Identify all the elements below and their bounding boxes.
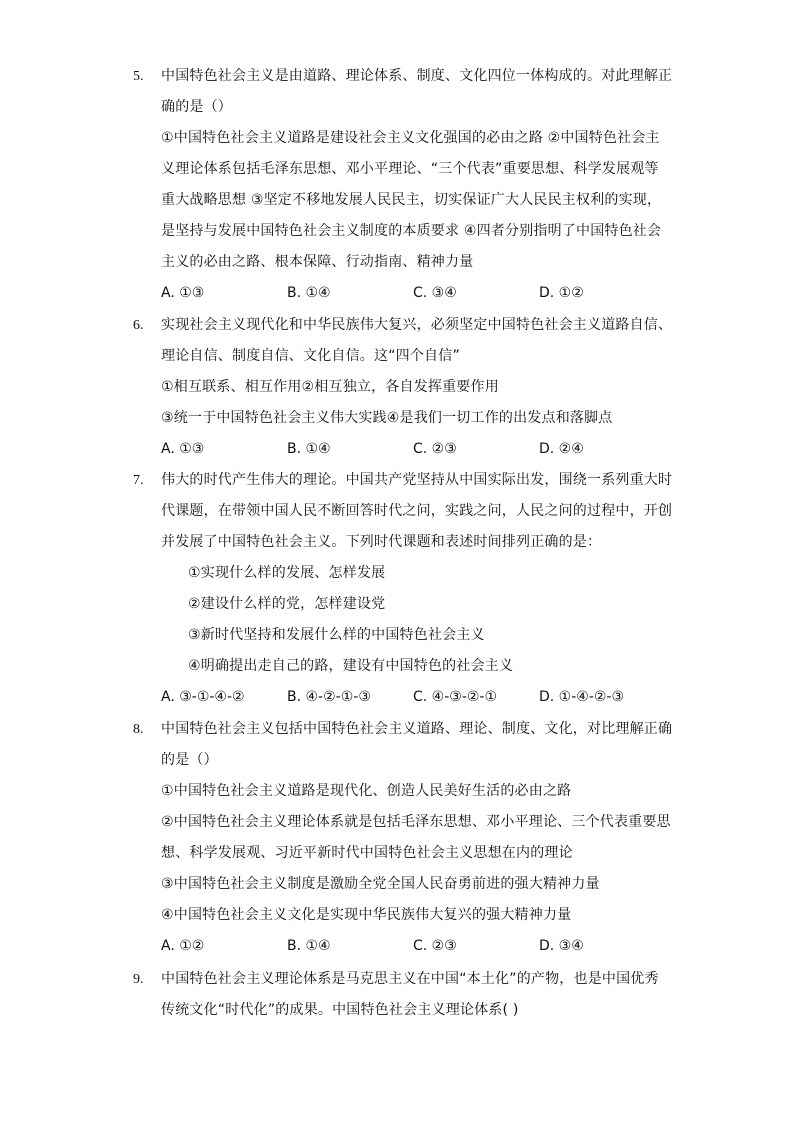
question-stem-line: 确的是（）	[161, 99, 232, 115]
option-d[interactable]: D. ①-④-②-③	[539, 689, 625, 705]
option-a[interactable]: A. ③-①-④-②	[161, 689, 245, 705]
statement-line: 主义的必由之路、根本保障、行动指南、精神力量	[161, 254, 474, 270]
question-number: 6.	[133, 318, 144, 333]
statement-line: ④中国特色社会主义文化是实现中华民族伟大复兴的强大精神力量	[161, 907, 572, 923]
option-d[interactable]: D. ①②	[539, 285, 584, 301]
question-stem-line: 实现社会主义现代化和中华民族伟大复兴，必须坚定中国特色社会主义道路自信、	[161, 317, 673, 333]
option-d[interactable]: D. ③④	[539, 938, 584, 954]
statement-line: ①相互联系、相互作用②相互独立，各自发挥重要作用	[161, 379, 499, 395]
statement-line: ①中国特色社会主义道路是建设社会主义文化强国的必由之路 ②中国特色社会主	[161, 130, 660, 146]
sub-item: ②建设什么样的党，怎样建设党	[188, 596, 386, 612]
question-stem-line: 并发展了中国特色社会主义。下列时代课题和表述时间排列正确的是：	[161, 534, 602, 550]
question-stem-line: 理论自信、制度自信、文化自信。这“四个自信”	[161, 348, 460, 364]
option-b[interactable]: B. ④-②-①-③	[287, 689, 371, 705]
question-stem-line: 中国特色社会主义包括中国特色社会主义道路、理论、制度、文化，对比理解正确	[161, 721, 673, 737]
option-a[interactable]: A. ①③	[161, 285, 205, 301]
statement-line: ③统一于中国特色社会主义伟大实践④是我们一切工作的出发点和落脚点	[161, 410, 613, 426]
option-b[interactable]: B. ①④	[287, 441, 331, 457]
question-number: 9.	[133, 972, 144, 987]
statement-line: ③中国特色社会主义制度是激励全党全国人民奋勇前进的强大精神力量	[161, 876, 600, 892]
option-d[interactable]: D. ②④	[539, 441, 584, 457]
option-b[interactable]: B. ①④	[287, 285, 331, 301]
question-stem-line: 传统文化“时代化”的成果。中国特色社会主义理论体系( )	[161, 1002, 519, 1018]
option-c[interactable]: C. ④-③-②-①	[413, 689, 498, 705]
option-a[interactable]: A. ①②	[161, 938, 205, 954]
question-stem-line: 中国特色社会主义理论体系是马克思主义在中国“本土化”的产物，也是中国优秀	[161, 971, 659, 987]
sub-item: ①实现什么样的发展、怎样发展	[188, 565, 386, 581]
option-c[interactable]: C. ②③	[413, 938, 457, 954]
question-number: 5.	[133, 69, 144, 84]
option-b[interactable]: B. ①④	[287, 938, 331, 954]
statement-line: ②中国特色社会主义理论体系就是包括毛泽东思想、邓小平理论、三个代表重要思	[161, 814, 671, 830]
question-number: 7.	[133, 473, 144, 488]
question-stem-line: 代课题，在带领中国人民不断回答时代之问，实践之问，人民之问的过程中，开创	[161, 503, 673, 519]
question-stem-line: 的是（）	[161, 752, 218, 768]
statement-line: 是坚持与发展中国特色社会主义制度的本质要求 ④四者分别指明了中国特色社会	[161, 223, 662, 239]
option-c[interactable]: C. ③④	[413, 285, 457, 301]
statement-line: ①中国特色社会主义道路是现代化、创造人民美好生活的必由之路	[161, 783, 572, 799]
question-stem-line: 伟大的时代产生伟大的理论。中国共产党坚持从中国实际出发，围绕一系列重大时	[161, 472, 673, 488]
question-number: 8.	[133, 722, 144, 737]
question-stem-line: 中国特色社会主义是由道路、理论体系、制度、文化四位一体构成的。对此理解正	[161, 68, 673, 84]
sub-item: ④明确提出走自己的路，建设有中国特色的社会主义	[188, 658, 514, 674]
sub-item: ③新时代坚持和发展什么样的中国特色社会主义	[188, 627, 485, 643]
statement-line: 重大战略思想 ③坚定不移地发展人民民主，切实保证广大人民民主权利的实现，	[161, 192, 662, 208]
statement-line: 想、科学发展观、习近平新时代中国特色社会主义思想在内的理论	[161, 845, 573, 861]
statement-line: 义理论体系包括毛泽东思想、邓小平理论、“三个代表”重要思想、科学发展观等	[161, 161, 659, 177]
option-c[interactable]: C. ②③	[413, 441, 457, 457]
option-a[interactable]: A. ①③	[161, 441, 205, 457]
